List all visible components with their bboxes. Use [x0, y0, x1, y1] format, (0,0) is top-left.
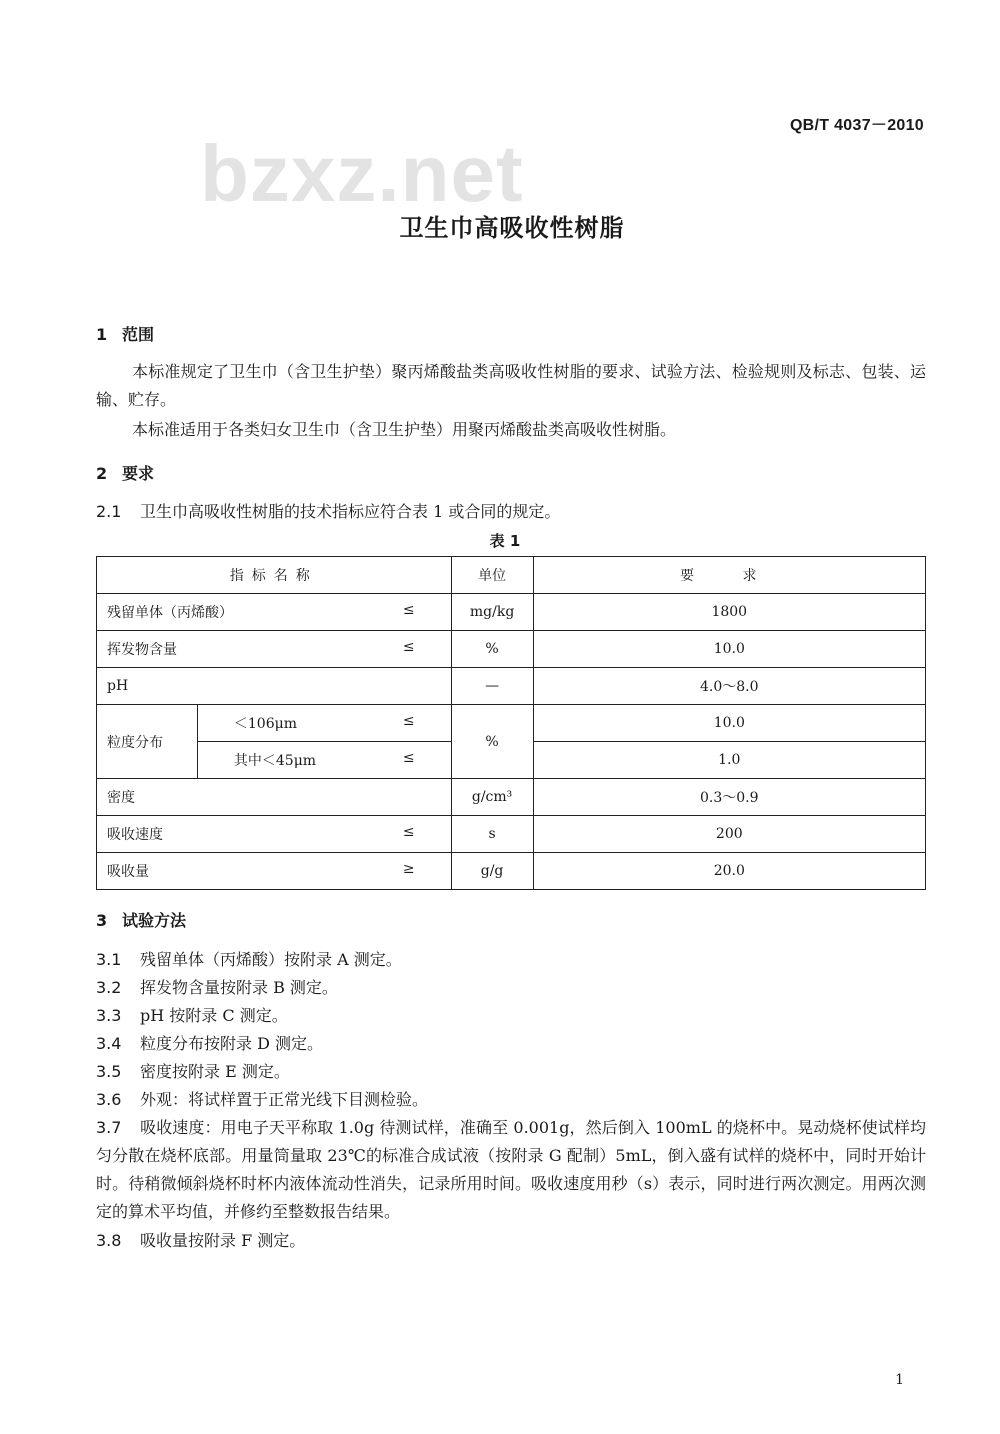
- table-row: [97, 594, 926, 631]
- particle-unit: %: [451, 705, 533, 779]
- clause-text: 粒度分布按附录 D 测定。: [140, 1034, 324, 1053]
- row-name: 残留单体（丙烯酸） ≤: [97, 594, 452, 631]
- section-1-para-2: 本标准适用于各类妇女卫生巾（含卫生护垫）用聚丙烯酸盐类高吸收性树脂。: [132, 420, 677, 439]
- section-title: 要求: [122, 464, 155, 483]
- clause-number: 3.3: [96, 1006, 122, 1025]
- header-requirement: 要 求: [533, 557, 925, 594]
- comparison-symbol: ≤: [402, 750, 415, 766]
- section-number: 3: [96, 911, 108, 930]
- clause-3-3: [96, 1002, 288, 1030]
- section-title: 范围: [122, 325, 155, 344]
- row-unit: g/cm³: [451, 779, 533, 816]
- clause-3-6: [96, 1086, 428, 1114]
- row-name: 吸收量 ≥: [97, 853, 452, 890]
- clause-number: 3.5: [96, 1062, 122, 1081]
- comparison-symbol: ≤: [402, 639, 415, 655]
- table-row: [97, 631, 926, 668]
- comparison-symbol: ≥: [402, 861, 415, 877]
- section-2-heading: [96, 461, 154, 484]
- comparison-symbol: ≤: [402, 824, 415, 840]
- clause-text: 吸收量按附录 F 测定。: [140, 1231, 306, 1250]
- row-value: 10.0: [533, 631, 925, 668]
- clause-number: 3.8: [96, 1231, 122, 1250]
- row-value: 200: [533, 816, 925, 853]
- header-name: 指标名称: [97, 557, 452, 594]
- clause-3-4: [96, 1030, 323, 1058]
- row-value: 0.3～0.9: [533, 779, 925, 816]
- particle-name: 粒度分布: [97, 705, 198, 779]
- row-value: 4.0～8.0: [533, 668, 925, 705]
- table-row: [97, 705, 926, 742]
- clause-text: pH 按附录 C 测定。: [140, 1006, 288, 1025]
- section-3-heading: [96, 908, 186, 931]
- table-row: [97, 816, 926, 853]
- row-name: pH: [97, 668, 452, 705]
- standard-code: QB/T 4037－2010: [789, 117, 924, 134]
- clause-text: 外观：将试样置于正常光线下目测检验。: [140, 1090, 429, 1109]
- clause-number: 3.1: [96, 950, 122, 969]
- table-row: [97, 779, 926, 816]
- section-1-para-1: 本标准规定了卫生巾（含卫生护垫）聚丙烯酸盐类高吸收性树脂的要求、试验方法、检验规则及标志、包装、运输、贮存。: [96, 362, 926, 409]
- section-number: 2: [96, 464, 108, 483]
- section-number: 1: [96, 325, 108, 344]
- row-name: 吸收速度 ≤: [97, 816, 452, 853]
- comparison-symbol: ≤: [402, 713, 415, 729]
- clause-text: 吸收速度：用电子天平称取 1.0g 待测试样，准确至 0.001g，然后倒入 100mL 的烧杯中。晃动烧杯使试样均匀分散在烧杯底部。用量筒量取 23℃的标准合成试液（按附录 G 配制）5mL，倒入盛有试样的烧杯中，同时开始计时。待稍微倾斜烧杯时杯内液体流动性消失，记录所用时间。吸收速度用秒（s）表示，同时进行两次测定。用两次测定的算术平均值，并修约至整数报告结果。: [96, 1118, 926, 1221]
- watermark: bzxz.net: [200, 129, 524, 218]
- clause-3-5: [96, 1058, 290, 1086]
- clause-number: 3.4: [96, 1034, 122, 1053]
- clause-number: 3.2: [96, 978, 122, 997]
- clause-3-8: [96, 1227, 305, 1255]
- clause-text: 残留单体（丙烯酸）按附录 A 测定。: [140, 950, 402, 969]
- clause-number: 2.1: [96, 502, 122, 521]
- page-number: 1: [895, 1372, 904, 1388]
- header-unit: 单位: [451, 557, 533, 594]
- row-unit: mg/kg: [451, 594, 533, 631]
- document-title: 卫生巾高吸收性树脂: [399, 214, 625, 242]
- row-name: 挥发物含量 ≤: [97, 631, 452, 668]
- row-unit: %: [451, 631, 533, 668]
- row-name: 密度: [97, 779, 452, 816]
- row-unit: —: [451, 668, 533, 705]
- table-caption: 表 1: [489, 532, 521, 550]
- spec-table: [96, 556, 926, 890]
- table-header-row: [97, 557, 926, 594]
- clause-3-2: [96, 974, 338, 1002]
- comparison-symbol: ≤: [402, 602, 415, 618]
- row-unit: s: [451, 816, 533, 853]
- row-value: 1.0: [533, 742, 925, 779]
- row-value: 1800: [533, 594, 925, 631]
- clause-number: 3.6: [96, 1090, 122, 1109]
- table-row: [97, 668, 926, 705]
- clause-number: 3.7: [96, 1118, 122, 1137]
- row-name: 其中＜45μm ≤: [197, 742, 451, 779]
- table-row: [97, 853, 926, 890]
- clause-3-1: [96, 946, 402, 974]
- row-value: 20.0: [533, 853, 925, 890]
- section-1-heading: [96, 322, 154, 345]
- row-value: 10.0: [533, 705, 925, 742]
- section-title: 试验方法: [122, 911, 187, 930]
- clause-text: 卫生巾高吸收性树脂的技术指标应符合表 1 或合同的规定。: [140, 502, 561, 521]
- clause-3-7: [96, 1114, 926, 1226]
- clause-2-1: [96, 498, 560, 526]
- clause-text: 挥发物含量按附录 B 测定。: [140, 978, 338, 997]
- clause-text: 密度按附录 E 测定。: [140, 1062, 290, 1081]
- row-unit: g/g: [451, 853, 533, 890]
- row-name: ＜106μm ≤: [197, 705, 451, 742]
